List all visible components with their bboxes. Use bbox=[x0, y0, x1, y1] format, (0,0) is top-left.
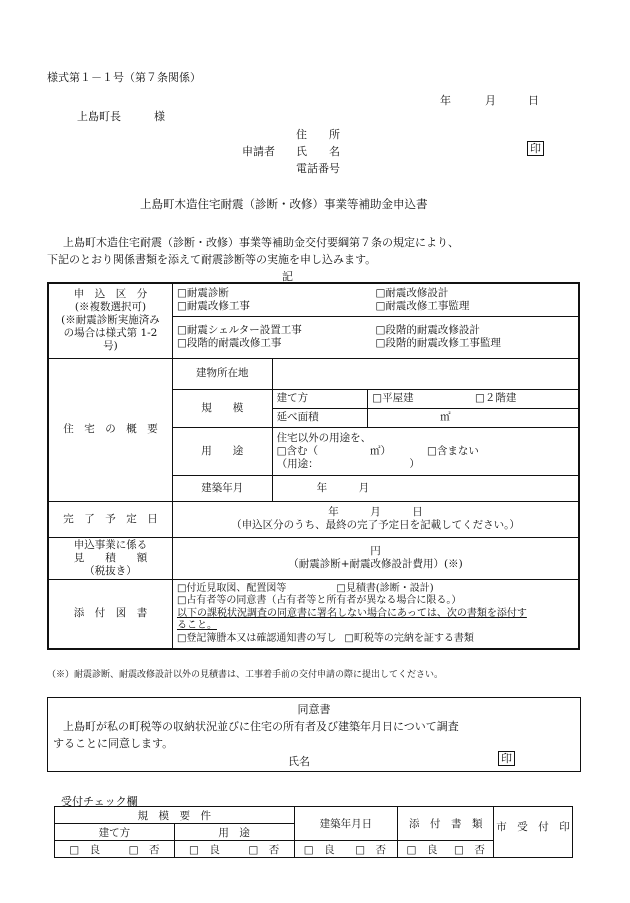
location-label: 建物所在地 bbox=[172, 358, 272, 389]
page-title: 上島町木造住宅耐震（診断・改修）事業等補助金申込書 bbox=[140, 197, 428, 211]
addressee: 上島町長 様 bbox=[77, 110, 165, 123]
use-label: 用 途 bbox=[172, 427, 272, 475]
checkbox-staged-supervision[interactable]: □段階的耐震改修工事監理 bbox=[375, 337, 501, 349]
check-good[interactable]: □ 良 bbox=[398, 841, 446, 858]
stamp-header: 市 受 付 印 bbox=[494, 807, 573, 858]
name-label: 氏 名 bbox=[296, 145, 340, 158]
completion-label: 完 了 予 定 日 bbox=[48, 501, 172, 537]
checkbox-include[interactable]: □含む（ bbox=[276, 444, 319, 457]
intro-line-2: 下記のとおり関係書類を添えて耐震診断等の実施を申し込みます。 bbox=[47, 253, 377, 266]
built-field[interactable]: 年 月 bbox=[272, 475, 579, 501]
ki-label: 記 bbox=[282, 270, 293, 283]
reception-title: 受付チェック欄 bbox=[61, 795, 138, 808]
built-label: 建築年月 bbox=[172, 475, 272, 501]
attachments-list: □付近見取図、配置図等 □見積書(診断・設計) □占有者等の同意書（占有者等と所有者が異なる場合に限る。） 以下の課税状況調査の同意書に署名しない場合にあっては、次の書類を添付す ること。 □登記簿謄本又は確認通知書の写し □町税等の完納を証する書類 bbox=[172, 579, 579, 649]
check-good[interactable]: □ 良 bbox=[55, 841, 115, 858]
consent-line-2: することに同意します。 bbox=[53, 737, 174, 750]
intro-line-1: 上島町木造住宅耐震（診断・改修）事業等補助金交付要綱第７条の規定により、 bbox=[63, 236, 459, 249]
date-year: 年 bbox=[440, 94, 451, 107]
built-header: 建築年月日 bbox=[294, 807, 398, 841]
checkbox-estimate[interactable]: □見積書(診断・設計) bbox=[336, 582, 434, 594]
check-good[interactable]: □ 良 bbox=[294, 841, 344, 858]
estimate-field[interactable]: 円 （耐震診断+耐震改修設計費用）(※) bbox=[172, 537, 579, 579]
footnote: （※）耐震診断、耐震改修設計以外の見積書は、工事着手前の交付申請の際に提出してください。 bbox=[47, 670, 444, 680]
structure-options bbox=[368, 389, 579, 408]
attach-header: 添 付 書 類 bbox=[398, 807, 494, 841]
location-field[interactable] bbox=[272, 358, 579, 389]
checkbox-staged-work[interactable]: □段階的耐震改修工事 bbox=[176, 337, 282, 349]
attachments-label: 添 付 図 書 bbox=[48, 579, 172, 649]
consent-box bbox=[47, 697, 581, 772]
checkbox-retrofit-design[interactable]: □耐震改修設計 bbox=[375, 286, 449, 299]
checkbox-registry[interactable]: □登記簿謄本又は確認通知書の写し bbox=[176, 632, 337, 644]
floor-area-label: 延べ面積 bbox=[272, 408, 368, 427]
consent-line-1: 上島町が私の町税等の収納状況並びに住宅の所有者及び建築年月日について調査 bbox=[63, 720, 459, 733]
date-day: 日 bbox=[528, 94, 539, 107]
checkbox-seismic-diagnosis[interactable]: □耐震診断 bbox=[176, 286, 229, 299]
use-header: 用 途 bbox=[174, 824, 294, 841]
applicant-label: 申請者 bbox=[242, 145, 275, 158]
seal-mark: 印 bbox=[527, 141, 544, 156]
phone-label: 電話番号 bbox=[296, 162, 340, 175]
consent-name-label: 氏名 bbox=[288, 755, 310, 768]
estimate-label: 申込事業に係る 見 積 額 （税抜き） bbox=[48, 537, 172, 579]
checkbox-staged-design[interactable]: □段階的耐震改修設計 bbox=[375, 324, 480, 336]
check-no[interactable]: □ 否 bbox=[446, 841, 494, 858]
structure-label: 建て方 bbox=[272, 389, 368, 408]
consent-seal: 印 bbox=[498, 751, 515, 766]
floor-area-field[interactable] bbox=[368, 408, 579, 427]
checkbox-two-story[interactable]: □２階建 bbox=[474, 392, 517, 404]
date-month: 月 bbox=[485, 94, 496, 107]
structure-header: 建て方 bbox=[55, 824, 175, 841]
check-no[interactable]: □ 否 bbox=[114, 841, 174, 858]
use-field: 住宅以外の用途を、 □含む（ ㎡） □含まない （用途： ） bbox=[272, 427, 579, 475]
checkbox-one-story[interactable]: □平屋建 bbox=[372, 392, 414, 404]
check-no[interactable]: □ 否 bbox=[234, 841, 294, 858]
address-label: 住 所 bbox=[296, 128, 340, 141]
consent-title: 同意書 bbox=[297, 703, 331, 716]
completion-field[interactable]: 年 月 日 （申込区分のうち、最終の完了予定日を記載してください。） bbox=[172, 501, 579, 537]
checkbox-shelter[interactable]: □耐震シェルター設置工事 bbox=[176, 324, 302, 336]
scale-label: 規 模 bbox=[172, 389, 272, 427]
category-label: 申 込 区 分 (※複数選択可) (※耐震診断実施済み の場合は様式第 1-2 号) bbox=[48, 283, 172, 358]
application-table bbox=[47, 282, 580, 650]
scale-req-header: 規 模 要 件 bbox=[55, 807, 295, 824]
category-options-b bbox=[172, 316, 579, 358]
sqm-unit: ㎡ bbox=[440, 411, 451, 423]
house-overview-label: 住 宅 の 概 要 bbox=[48, 358, 172, 501]
checkbox-exclude[interactable]: □含まない bbox=[427, 444, 479, 457]
check-good[interactable]: □ 良 bbox=[174, 841, 234, 858]
checkbox-map[interactable]: □付近見取図、配置図等 bbox=[176, 582, 287, 594]
category-options-a bbox=[172, 283, 579, 316]
checkbox-tax-proof[interactable]: □町税等の完納を証する書類 bbox=[344, 632, 474, 644]
check-no[interactable]: □ 否 bbox=[344, 841, 398, 858]
form-number: 様式第１－１号（第７条関係） bbox=[47, 71, 201, 84]
checkbox-consent-doc[interactable]: □占有者等の同意書（占有者等と所有者が異なる場合に限る。） bbox=[176, 595, 462, 606]
reception-table bbox=[54, 806, 573, 858]
checkbox-retrofit-work[interactable]: □耐震改修工事 bbox=[176, 299, 250, 312]
checkbox-work-supervision[interactable]: □耐震改修工事監理 bbox=[375, 299, 470, 312]
